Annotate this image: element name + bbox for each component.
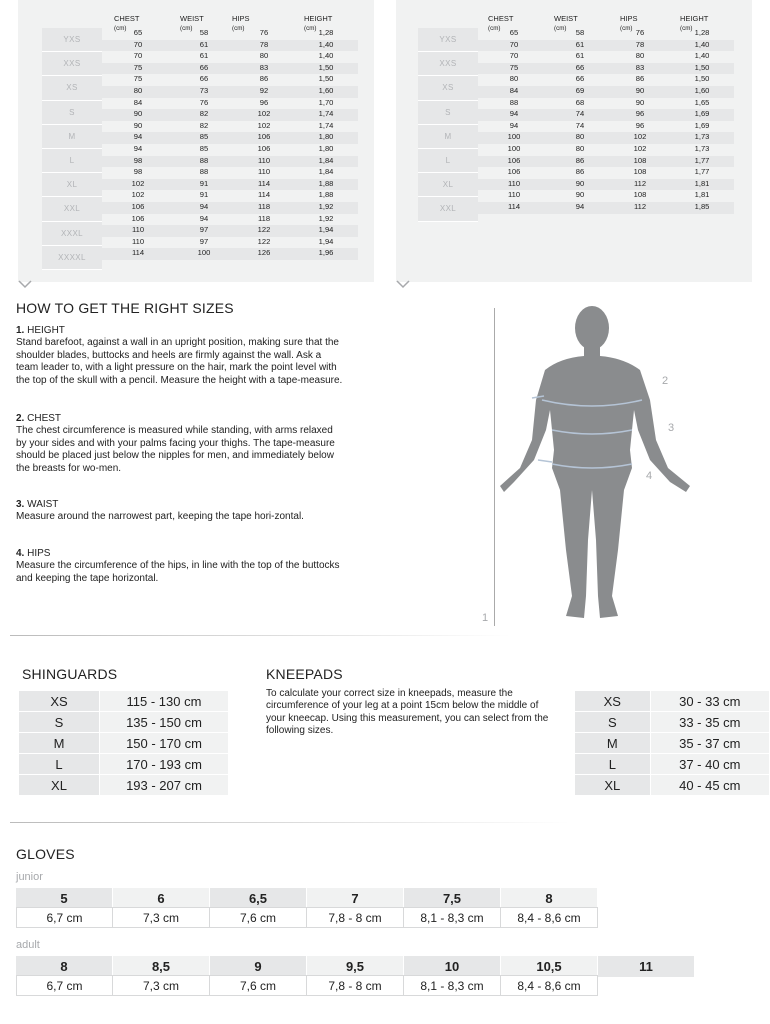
table-row: [478, 98, 734, 110]
table-cell: 90: [575, 190, 585, 200]
range-cell: 135 - 150 cm: [100, 712, 229, 733]
table-cell: 114: [257, 190, 271, 200]
header-chest: CHEST (cm): [488, 14, 514, 32]
glove-size: 7: [307, 888, 404, 909]
table-cell: 126: [257, 248, 271, 258]
table-cell: 75: [133, 74, 143, 84]
table-cell: 110: [131, 225, 145, 235]
table-cell: 112: [633, 178, 647, 188]
table-cell: 102: [633, 143, 647, 153]
table-cell: 85: [199, 132, 209, 142]
table-row: [102, 167, 358, 179]
table-cell: 61: [575, 51, 585, 61]
table-cell: 122: [257, 225, 271, 235]
table-cell: 74: [575, 109, 585, 119]
table-cell: 90: [133, 120, 143, 130]
table-cell: 110: [257, 167, 271, 177]
table-row: [102, 86, 358, 98]
table-cell: 1,94: [318, 225, 334, 235]
size-label: XL: [418, 173, 478, 197]
size-label: XXL: [42, 197, 102, 221]
step-height: 1. HEIGHT Stand barefoot, against a wall in an upright position, making sure that the shoulder blades, buttocks and heels are firmly against the wall. Ask a team leader to, with a light pressure on the hair, mark the point level with the top of the skull with a pencil. Measure the height with a tape-measure.: [16, 325, 343, 386]
header-hips: HIPS (cm): [620, 14, 638, 32]
table-cell: 118: [257, 201, 271, 211]
table-row: [478, 51, 734, 63]
left-size-rows: [102, 28, 358, 260]
glove-size: 10,5: [501, 956, 598, 977]
chevron-down-icon: [18, 278, 32, 292]
table-cell: 73: [199, 85, 209, 95]
table-cell: 88: [199, 167, 209, 177]
table-row: [19, 691, 229, 712]
table-cell: 91: [199, 190, 209, 200]
table-cell: 110: [257, 155, 271, 165]
table-cell: 102: [257, 120, 271, 130]
table-cell: 86: [575, 167, 585, 177]
table-row: [575, 691, 770, 712]
table-cell: 65: [509, 28, 519, 37]
table-cell: 122: [257, 236, 271, 246]
junior-sizes-row: [16, 888, 598, 909]
range-cell: 115 - 130 cm: [100, 691, 229, 712]
size-label: XXXL: [42, 222, 102, 246]
table-cell: 1,69: [694, 120, 710, 130]
glove-measure: 7,6 cm: [210, 907, 307, 928]
table-row: [102, 144, 358, 156]
table-cell: 1,50: [318, 74, 334, 84]
size-cell: M: [575, 733, 651, 754]
table-cell: 61: [199, 51, 209, 61]
table-cell: 97: [199, 225, 209, 235]
table-cell: 61: [575, 39, 585, 49]
table-row: [478, 86, 734, 98]
table-cell: 84: [509, 85, 519, 95]
table-row: [575, 712, 770, 733]
glove-measure: 8,4 - 8,6 cm: [501, 975, 598, 996]
table-cell: 83: [259, 62, 269, 72]
table-cell: 110: [131, 236, 145, 246]
table-cell: 110: [507, 190, 521, 200]
table-cell: 66: [575, 74, 585, 84]
table-row: [478, 63, 734, 75]
table-row: [19, 775, 229, 796]
table-cell: 58: [199, 28, 209, 37]
table-cell: 76: [259, 28, 269, 37]
kneepads-table: [574, 690, 770, 796]
table-cell: 75: [509, 62, 519, 72]
table-cell: 90: [133, 109, 143, 119]
table-cell: 1,74: [318, 109, 334, 119]
glove-measure: 8,4 - 8,6 cm: [501, 907, 598, 928]
table-cell: 80: [635, 51, 645, 61]
table-cell: 106: [131, 201, 145, 211]
size-label: S: [418, 101, 478, 125]
table-cell: 1,96: [318, 248, 334, 258]
kneepads-instructions: To calculate your correct size in kneepads, measure the circumference of your leg at a point 15cm below the middle of your kneecap. Using this measurement, you can select from the following sizes.: [266, 688, 549, 737]
table-row: [102, 63, 358, 75]
table-row: [19, 733, 229, 754]
adult-label: adult: [16, 939, 40, 951]
glove-measure: 8,1 - 8,3 cm: [404, 975, 501, 996]
table-cell: 1,50: [318, 62, 334, 72]
figure-label-4: 4: [646, 470, 653, 482]
range-cell: 33 - 35 cm: [650, 712, 769, 733]
table-cell: 94: [509, 109, 519, 119]
table-cell: 70: [509, 39, 519, 49]
table-cell: 80: [575, 143, 585, 153]
header-height: HEIGHT (cm): [304, 14, 333, 32]
table-cell: 1,40: [694, 39, 710, 49]
table-cell: 94: [133, 132, 143, 142]
table-cell: 102: [131, 178, 145, 188]
table-cell: 90: [575, 178, 585, 188]
table-cell: 80: [509, 74, 519, 84]
table-cell: 1,84: [318, 167, 334, 177]
table-cell: 97: [199, 236, 209, 246]
table-row: [102, 225, 358, 237]
table-row: [575, 733, 770, 754]
table-cell: 68: [575, 97, 585, 107]
glove-measure: 7,6 cm: [210, 975, 307, 996]
table-row: [102, 190, 358, 202]
shinguards-table: [18, 690, 229, 796]
table-cell: 1,77: [694, 155, 710, 165]
range-cell: 37 - 40 cm: [650, 754, 769, 775]
table-cell: 86: [575, 155, 585, 165]
table-cell: 1,74: [318, 120, 334, 130]
table-cell: 1,65: [694, 97, 710, 107]
glove-size: 6: [113, 888, 210, 909]
table-row: [102, 98, 358, 110]
header-chest: CHEST (cm): [114, 14, 140, 32]
table-cell: 94: [575, 201, 585, 211]
table-cell: 88: [509, 97, 519, 107]
table-cell: 86: [259, 74, 269, 84]
step-hips: 4. HIPS Measure the circumference of the hips, in line with the top of the buttocks and keeping the tape horizontal.: [16, 548, 340, 584]
table-row: [478, 179, 734, 191]
table-cell: 100: [507, 132, 521, 142]
table-cell: 86: [635, 74, 645, 84]
table-row: [102, 179, 358, 191]
table-cell: 94: [133, 143, 143, 153]
table-row: [102, 202, 358, 214]
table-cell: 1,69: [694, 109, 710, 119]
size-label: XS: [418, 76, 478, 100]
table-cell: 1,94: [318, 236, 334, 246]
table-cell: 1,84: [318, 155, 334, 165]
size-label: M: [42, 125, 102, 149]
table-cell: 83: [635, 62, 645, 72]
glove-measure: 7,8 - 8 cm: [307, 907, 404, 928]
table-cell: 98: [133, 167, 143, 177]
table-cell: 76: [199, 97, 209, 107]
table-cell: 70: [509, 51, 519, 61]
junior-label: junior: [16, 871, 43, 883]
header-waist: WEIST (cm): [180, 14, 204, 32]
glove-size: 11: [598, 956, 695, 977]
size-label: XXS: [42, 52, 102, 76]
kneepads-title: KNEEPADS: [266, 666, 343, 682]
table-cell: 1,70: [318, 97, 334, 107]
table-row: [102, 28, 358, 40]
table-cell: 100: [507, 143, 521, 153]
table-cell: 1,40: [318, 51, 334, 61]
left-size-labels: [42, 28, 102, 270]
size-label: XXL: [418, 197, 478, 221]
size-cell: S: [19, 712, 100, 733]
table-row: [478, 144, 734, 156]
table-cell: 96: [635, 120, 645, 130]
junior-values-row: [16, 907, 598, 928]
table-cell: 85: [199, 143, 209, 153]
step-waist: 3. WAIST Measure around the narrowest part, keeping the tape hori-zontal.: [16, 499, 304, 523]
gloves-title: GLOVES: [16, 846, 75, 862]
table-row: [478, 109, 734, 121]
table-cell: 92: [259, 85, 269, 95]
table-cell: 69: [575, 85, 585, 95]
table-cell: 106: [507, 167, 521, 177]
table-row: [478, 28, 734, 40]
size-cell: XL: [19, 775, 100, 796]
table-cell: 106: [257, 143, 271, 153]
header-hips: HIPS (cm): [232, 14, 250, 32]
table-cell: 96: [635, 109, 645, 119]
table-row: [102, 248, 358, 260]
table-row: [478, 40, 734, 52]
glove-measure: 6,7 cm: [16, 975, 113, 996]
size-label: M: [418, 125, 478, 149]
range-cell: 170 - 193 cm: [100, 754, 229, 775]
divider: [10, 635, 510, 636]
size-label: L: [418, 149, 478, 173]
size-label: YXS: [418, 28, 478, 52]
table-cell: 106: [507, 155, 521, 165]
table-cell: 1,92: [318, 201, 334, 211]
header-waist: WEIST (cm): [554, 14, 578, 32]
size-cell: L: [575, 754, 651, 775]
range-cell: 35 - 37 cm: [650, 733, 769, 754]
table-row: [102, 132, 358, 144]
size-cell: XL: [575, 775, 651, 796]
table-cell: 1,88: [318, 190, 334, 200]
table-cell: 1,92: [318, 213, 334, 223]
glove-size: 10: [404, 956, 501, 977]
table-cell: 108: [633, 167, 647, 177]
table-cell: 1,81: [694, 190, 710, 200]
table-cell: 100: [197, 248, 211, 258]
table-row: [575, 754, 770, 775]
table-cell: 58: [575, 28, 585, 37]
table-cell: 88: [199, 155, 209, 165]
table-row: [478, 167, 734, 179]
range-cell: 193 - 207 cm: [100, 775, 229, 796]
glove-size: 8: [501, 888, 598, 909]
table-row: [102, 40, 358, 52]
table-cell: 94: [199, 201, 209, 211]
table-row: [102, 237, 358, 249]
table-cell: 80: [575, 132, 585, 142]
table-cell: 112: [633, 201, 647, 211]
table-row: [19, 712, 229, 733]
table-row: [478, 121, 734, 133]
table-row: [478, 132, 734, 144]
table-cell: 94: [199, 213, 209, 223]
table-row: [102, 109, 358, 121]
table-cell: 1,28: [318, 28, 334, 37]
figure-label-1: 1: [482, 612, 489, 624]
range-cell: 30 - 33 cm: [650, 691, 769, 712]
glove-measure: 7,8 - 8 cm: [307, 975, 404, 996]
table-cell: 1,80: [318, 132, 334, 142]
adult-values-row: [16, 975, 598, 996]
table-cell: 66: [199, 74, 209, 84]
size-cell: L: [19, 754, 100, 775]
table-cell: 1,60: [694, 85, 710, 95]
table-cell: 78: [259, 39, 269, 49]
size-label: L: [42, 149, 102, 173]
table-cell: 1,85: [694, 201, 710, 211]
glove-size: 6,5: [210, 888, 307, 909]
header-height: HEIGHT (cm): [680, 14, 709, 32]
table-cell: 1,50: [694, 62, 710, 72]
table-row: [19, 754, 229, 775]
how-to-title: HOW TO GET THE RIGHT SIZES: [16, 300, 234, 316]
table-cell: 98: [133, 155, 143, 165]
table-cell: 78: [635, 39, 645, 49]
table-cell: 66: [575, 62, 585, 72]
table-cell: 108: [633, 155, 647, 165]
table-cell: 90: [635, 97, 645, 107]
table-cell: 1,88: [318, 178, 334, 188]
table-cell: 80: [133, 85, 143, 95]
size-label: XXXXL: [42, 246, 102, 270]
size-cell: S: [575, 712, 651, 733]
table-cell: 118: [257, 213, 271, 223]
table-cell: 1,73: [694, 132, 710, 142]
table-cell: 70: [133, 39, 143, 49]
table-cell: 61: [199, 39, 209, 49]
size-label: S: [42, 101, 102, 125]
divider: [10, 822, 570, 823]
range-cell: 150 - 170 cm: [100, 733, 229, 754]
table-cell: 102: [257, 109, 271, 119]
table-cell: 94: [509, 120, 519, 130]
table-cell: 106: [257, 132, 271, 142]
table-cell: 106: [131, 213, 145, 223]
range-cell: 40 - 45 cm: [650, 775, 769, 796]
glove-measure: 6,7 cm: [16, 907, 113, 928]
glove-size: 8: [16, 956, 113, 977]
table-cell: 1,80: [318, 143, 334, 153]
table-cell: 1,40: [694, 51, 710, 61]
table-cell: 102: [633, 132, 647, 142]
adult-sizes-row: [16, 956, 695, 977]
size-label: YXS: [42, 28, 102, 52]
table-cell: 1,40: [318, 39, 334, 49]
table-cell: 1,81: [694, 178, 710, 188]
table-cell: 96: [259, 97, 269, 107]
table-row: [102, 51, 358, 63]
table-row: [102, 214, 358, 226]
glove-size: 9: [210, 956, 307, 977]
size-cell: XS: [19, 691, 100, 712]
glove-size: 5: [16, 888, 113, 909]
glove-size: 9,5: [307, 956, 404, 977]
table-row: [478, 190, 734, 202]
table-cell: 66: [199, 62, 209, 72]
glove-size: 7,5: [404, 888, 501, 909]
step-chest: 2. CHEST The chest circumference is measured while standing, with arms relaxed by your sides and with your palms facing your thighs. The tape-measure should be placed just below the nipples for men, and immediately below the breasts for wo-men.: [16, 413, 335, 474]
glove-size: 8,5: [113, 956, 210, 977]
size-cell: XS: [575, 691, 651, 712]
figure-label-3: 3: [668, 422, 675, 434]
table-cell: 76: [635, 28, 645, 37]
table-cell: 1,50: [694, 74, 710, 84]
table-cell: 102: [131, 190, 145, 200]
table-cell: 74: [575, 120, 585, 130]
height-guide-line: [494, 308, 495, 626]
table-cell: 91: [199, 178, 209, 188]
table-cell: 84: [133, 97, 143, 107]
size-cell: M: [19, 733, 100, 754]
table-row: [478, 74, 734, 86]
table-cell: 80: [259, 51, 269, 61]
table-cell: 1,73: [694, 143, 710, 153]
body-figure: [500, 300, 700, 630]
table-row: [478, 202, 734, 214]
table-cell: 1,28: [694, 28, 710, 37]
glove-measure: 8,1 - 8,3 cm: [404, 907, 501, 928]
table-row: [478, 156, 734, 168]
table-cell: 82: [199, 120, 209, 130]
table-row: [102, 156, 358, 168]
table-cell: 110: [507, 178, 521, 188]
table-cell: 70: [133, 51, 143, 61]
table-cell: 1,60: [318, 85, 334, 95]
size-label: XXS: [418, 52, 478, 76]
table-cell: 108: [633, 190, 647, 200]
table-row: [102, 121, 358, 133]
table-cell: 114: [131, 248, 145, 258]
chevron-down-icon: [396, 278, 410, 292]
shinguards-title: SHINGUARDS: [22, 666, 118, 682]
table-cell: 75: [133, 62, 143, 72]
glove-measure: 7,3 cm: [113, 907, 210, 928]
right-size-rows: [478, 28, 734, 214]
glove-measure: 7,3 cm: [113, 975, 210, 996]
table-cell: 114: [507, 201, 521, 211]
table-cell: 82: [199, 109, 209, 119]
size-label: XL: [42, 173, 102, 197]
table-row: [575, 775, 770, 796]
table-cell: 65: [133, 28, 143, 37]
table-cell: 1,77: [694, 167, 710, 177]
table-cell: 90: [635, 85, 645, 95]
size-label: XS: [42, 76, 102, 100]
table-row: [102, 74, 358, 86]
table-cell: 114: [257, 178, 271, 188]
figure-label-2: 2: [662, 375, 669, 387]
right-size-labels: [418, 28, 478, 222]
